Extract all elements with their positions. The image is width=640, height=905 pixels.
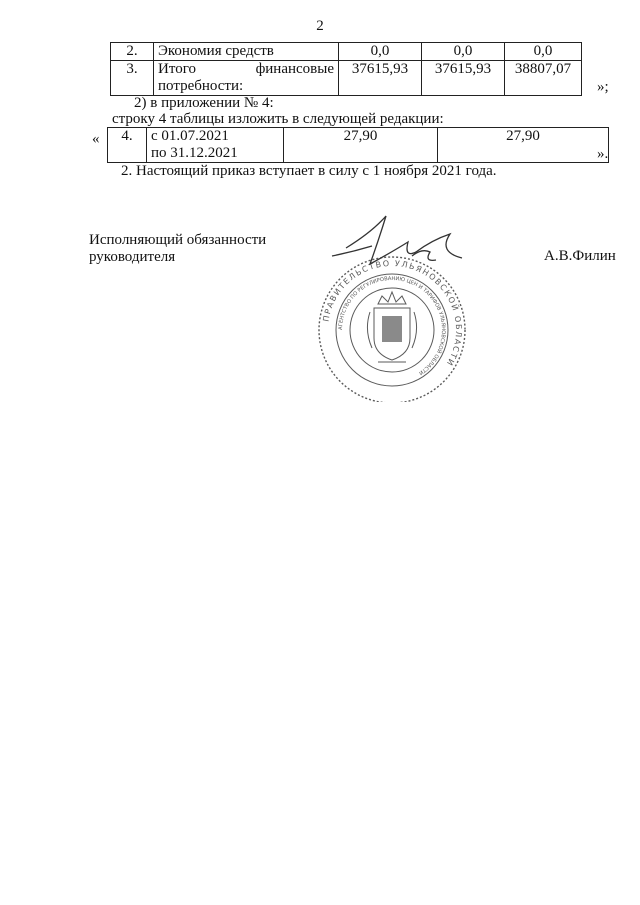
signer-position-line2: руководителя [89, 249, 176, 265]
paragraph-row-edit: строку 4 таблицы изложить в следующей редакции: [112, 111, 444, 127]
finance-table [110, 42, 582, 96]
signer-name: А.В.Филин [544, 248, 616, 264]
table2-open-quote: « [92, 131, 100, 147]
row-period [147, 128, 284, 163]
table-row [111, 61, 582, 96]
row-name [154, 61, 339, 96]
row-value-3: 38807,07 [505, 61, 582, 96]
table-row [111, 43, 582, 61]
row-value-2: 0,0 [422, 43, 505, 61]
signer-position [89, 232, 266, 266]
seal-inner-text: АГЕНТСТВО ПО РЕГУЛИРОВАНИЮ ЦЕН И ТАРИФОВ УЛЬЯНОВСКОЙ ОБЛАСТИ [337, 275, 447, 376]
row-value-1: 0,0 [339, 43, 422, 61]
table1-closing-quote: »; [597, 79, 609, 95]
row-name-word: финансовые [255, 61, 334, 77]
paragraph-appendix: 2) в приложении № 4: [134, 95, 274, 111]
row-number: 3. [111, 61, 154, 96]
row-number: 2. [111, 43, 154, 61]
paragraph-effective: 2. Настоящий приказ вступает в силу с 1 ноября 2021 года. [121, 163, 497, 179]
row-name-line1 [158, 61, 334, 78]
row-value-2: 37615,93 [422, 61, 505, 96]
table-row [108, 128, 609, 163]
row-name-word: Итого [158, 61, 196, 77]
seal-ring-text: ПРАВИТЕЛЬСТВО УЛЬЯНОВСКОЙ ОБЛАСТИ [321, 258, 464, 369]
signer-position-line1: Исполняющий обязанности [89, 232, 267, 248]
coat-of-arms-icon [367, 292, 416, 362]
tariff-row-table [107, 127, 609, 163]
row-value-1: 37615,93 [339, 61, 422, 96]
period-start: с 01.07.2021 [151, 128, 229, 144]
period-end: по 31.12.2021 [151, 145, 238, 161]
row-value-2: 27,90 [438, 128, 609, 163]
row-value-1: 27,90 [284, 128, 438, 163]
page-number: 2 [316, 18, 324, 34]
row-name-line2: потребности: [158, 78, 244, 94]
row-value-3: 0,0 [505, 43, 582, 61]
official-seal [312, 212, 472, 402]
row-name: Экономия средств [154, 43, 339, 61]
table2-closing-quote: ». [597, 146, 609, 162]
row-number: 4. [108, 128, 147, 163]
